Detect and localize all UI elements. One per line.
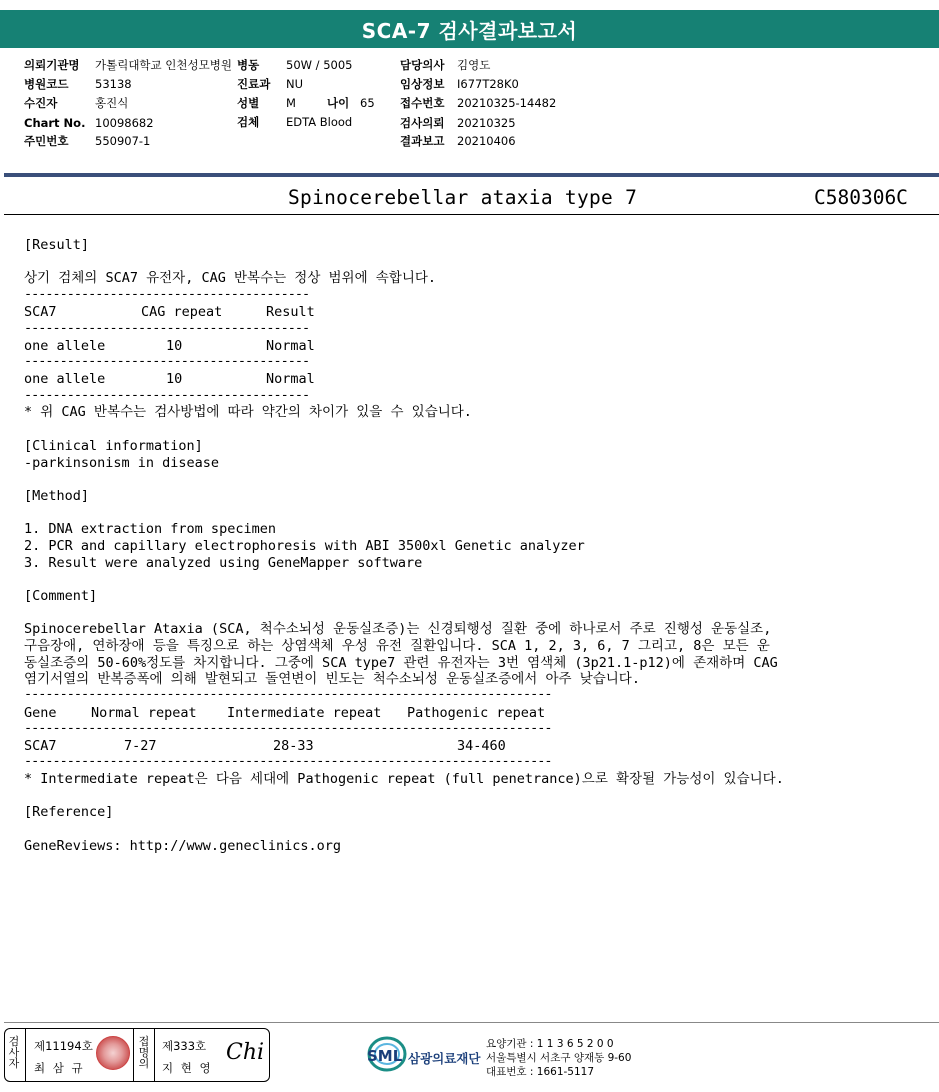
table-cell: Normal (266, 371, 315, 387)
table-cell: 28-33 (273, 738, 314, 754)
header-value: 10098682 (95, 116, 154, 130)
result-summary: 상기 검체의 SCA7 유전자, CAG 반복수는 정상 범위에 속합니다. (24, 270, 437, 286)
divider: ---------------------------------------- (24, 387, 310, 403)
header-value: M (286, 96, 296, 110)
result-table-header-gene: SCA7 (24, 304, 57, 320)
table-cell: one allele (24, 371, 106, 387)
table-cell: 10 (166, 371, 183, 387)
box-separator (133, 1029, 134, 1081)
inspector-label: 검 사 자 (8, 1035, 20, 1070)
table-cell: one allele (24, 338, 106, 354)
table-cell: Normal (266, 338, 315, 354)
org-name: 삼광의료재단 (408, 1051, 481, 1066)
header-field: 결과보고 (400, 134, 445, 148)
header-field: 의뢰기관명 (24, 58, 80, 72)
result-heading: [Result] (24, 237, 90, 253)
reference-link[interactable]: GeneReviews: http://www.geneclinics.org (24, 838, 341, 854)
comment-line: 동실조증의 50-60%정도를 차지합니다. 그중에 SCA type7 관련 유전자는 3번 염색체 (3p21.1-p12)에 존재하며 CAG (24, 655, 778, 671)
org-info-line: 요양기관 : 1 1 3 6 5 2 0 0 (486, 1038, 614, 1050)
age-value: 65 (360, 96, 375, 110)
test-name: Spinocerebellar ataxia type 7 (288, 186, 638, 209)
table-cell: 34-460 (457, 738, 506, 754)
table-cell: 10 (166, 338, 183, 354)
header-value: 50W / 5005 (286, 58, 353, 72)
approver-license-no: 제333호 (162, 1039, 207, 1053)
comment-line: 염기서열의 반복증폭에 의해 발현되고 돌연변이 빈도는 척수소뇌성 운동실조증에서 아주 낮습니다. (24, 671, 640, 687)
box-separator (25, 1029, 26, 1081)
header-field: 병원코드 (24, 77, 69, 91)
method-item: 1. DNA extraction from specimen (24, 521, 276, 537)
header-value: 550907-1 (95, 134, 151, 148)
divider: ---------------------------------------- (24, 353, 310, 369)
header-field: 수진자 (24, 96, 58, 110)
header-divider-top (4, 173, 939, 177)
header-value: 가톨릭대학교 인천성모병원 (95, 58, 232, 72)
approver-label: 접 명 의 (138, 1035, 150, 1070)
approver-name: 지 현 영 (162, 1061, 213, 1075)
header-field: 검사의뢰 (400, 116, 445, 130)
comment-heading: [Comment] (24, 588, 98, 604)
method-heading: [Method] (24, 488, 90, 504)
header-field: 주민번호 (24, 134, 69, 148)
header-field: 담당의사 (400, 58, 445, 72)
comment-line: Spinocerebellar Ataxia (SCA, 척수소뇌성 운동실조증)는 신경퇴행성 질환 중에 하나로서 주로 진행성 운동실조, (24, 621, 772, 637)
comment-line: 구음장애, 연하장애 등을 특징으로 하는 상염색체 우성 유전 질환입니다. SCA 1, 2, 3, 6, 7 그리고, 8은 모든 운 (24, 638, 770, 654)
header-value: 김영도 (457, 58, 491, 72)
repeat-table-header: Normal repeat (91, 705, 197, 721)
header-field (327, 96, 349, 110)
repeat-table-header: Gene (24, 705, 57, 721)
header-value: I677T28K0 (457, 77, 519, 91)
header-field: 병동 (237, 58, 260, 72)
header-field: 임상정보 (400, 77, 445, 91)
age-label: 나이 (327, 96, 350, 110)
repeat-table-header: Pathogenic repeat (407, 705, 546, 721)
header-value: NU (286, 77, 304, 91)
inspector-license-no: 제11194호 (34, 1039, 93, 1053)
header-value: EDTA Blood (286, 115, 353, 129)
header-divider-bottom (4, 214, 939, 215)
divider: ---------------------------------------- (24, 320, 310, 336)
table-cell: SCA7 (24, 738, 57, 754)
repeat-table-header: Intermediate repeat (227, 705, 382, 721)
reference-heading: [Reference] (24, 804, 114, 820)
divider: -------------------------------------------------------------------------- (24, 686, 552, 702)
clinical-heading: [Clinical information] (24, 438, 203, 454)
divider: ---------------------------------------- (24, 286, 310, 302)
header-field: Chart No. (24, 116, 86, 130)
header-value: 20210406 (457, 134, 516, 148)
test-code: C580306C (814, 186, 908, 209)
header-value: 20210325 (457, 116, 516, 130)
sml-wordmark: SML (367, 1047, 403, 1065)
inspector-name: 최 삼 규 (34, 1061, 85, 1075)
clinical-text: -parkinsonism in disease (24, 455, 220, 471)
method-item: 3. Result were analyzed using GeneMapper software (24, 555, 423, 571)
result-table-header-cag: CAG repeat (141, 304, 223, 320)
divider: -------------------------------------------------------------------------- (24, 720, 552, 736)
footer-divider (4, 1022, 939, 1023)
official-seal-icon (96, 1036, 130, 1070)
org-info-line: 서울특별시 서초구 양재동 9-60 (486, 1052, 632, 1064)
table-cell: 7-27 (124, 738, 157, 754)
method-item: 2. PCR and capillary electrophoresis with ABI 3500xl Genetic analyzer (24, 538, 585, 554)
result-table-header-result: Result (266, 304, 315, 320)
header-field: 접수번호 (400, 96, 445, 110)
header-value: 53138 (95, 77, 132, 91)
result-note: * 위 CAG 반복수는 검사방법에 따라 약간의 차이가 있을 수 있습니다. (24, 404, 472, 420)
header-field: 성별 (237, 96, 260, 110)
header-value: 20210325-14482 (457, 96, 557, 110)
header-value: 홍진식 (95, 96, 129, 110)
signature-icon: Chi (226, 1040, 265, 1065)
divider: -------------------------------------------------------------------------- (24, 753, 552, 769)
header-field: 진료과 (237, 77, 271, 91)
box-separator (154, 1029, 155, 1081)
report-title: SCA-7 검사결과보고서 (0, 10, 939, 48)
org-info-line: 대표번호 : 1661-5117 (486, 1066, 595, 1078)
repeat-note: * Intermediate repeat은 다음 세대에 Pathogenic repeat (full penetrance)으로 확장될 가능성이 있습니다. (24, 771, 784, 787)
header-field: 검체 (237, 115, 260, 129)
